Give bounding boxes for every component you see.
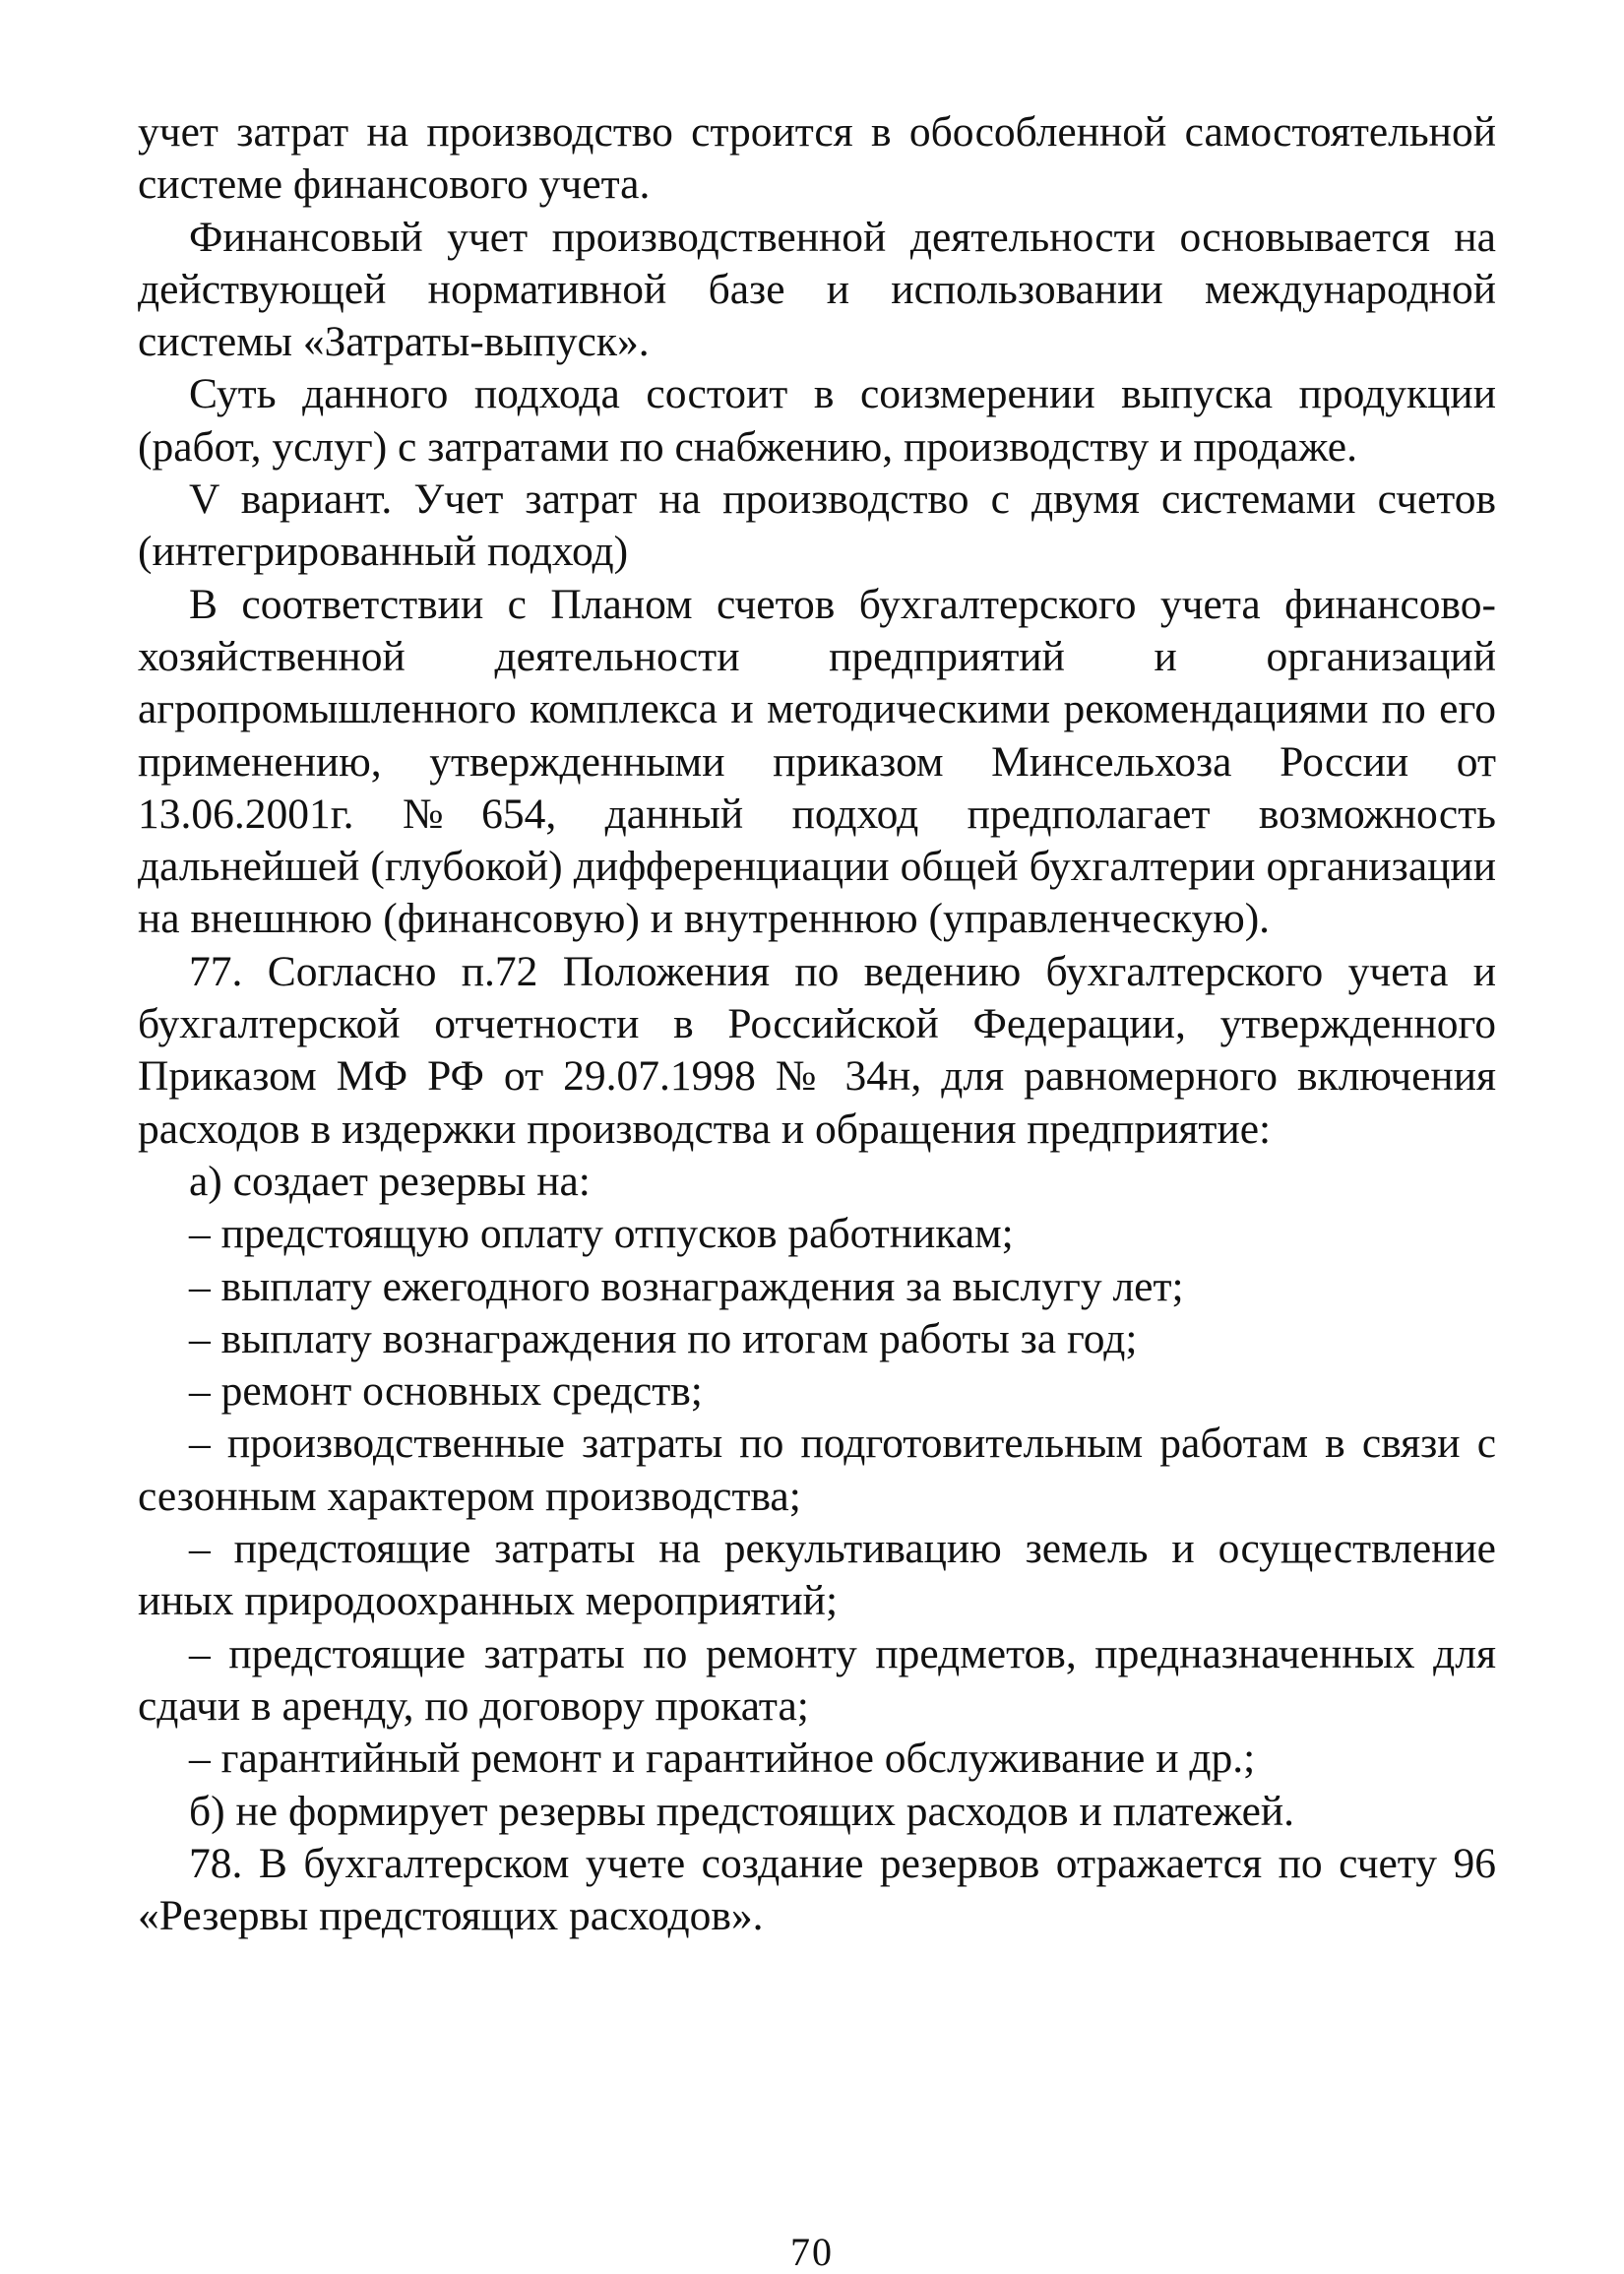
- list-item: – ремонт основных средств;: [189, 1367, 703, 1416]
- list-item: – предстоящую оплату отпусков работникам;: [189, 1210, 1014, 1258]
- list-item: – гарантийный ремонт и гарантийное обслуживание и др.;: [189, 1735, 1256, 1783]
- page-body: [138, 106, 1496, 1942]
- paragraph-financial-accounting: Финансовый учет производственной деятельности основывается на действующей нормативной базе и использовании международной системы «Затраты-выпуск».: [138, 213, 1496, 366]
- list-item: – предстоящие затраты на рекультивацию земель и осуществление иных природоохранных мероприятий;: [138, 1525, 1496, 1625]
- paragraph-item-a: а) создает резервы на:: [189, 1157, 591, 1205]
- paragraph-item-b: б) не формирует резервы предстоящих расходов и платежей.: [189, 1787, 1295, 1835]
- paragraph-chart-of-accounts: В соответствии с Планом счетов бухгалтерского учета финансово-хозяйственной деятельности предприятий и организаций агропромышленного комплекса и методическими рекомендациями по его применению, утвержденными приказом Минсельхоза России от 13.06.2001г. №654, данный подход предполагает возможность дальнейшей (глубокой) дифференциации общей бухгалтерии организации на внешнюю (финансовую) и внутреннюю (управленческую).: [138, 580, 1496, 943]
- paragraph-continuation: учет затрат на производство строится в обособленной самостоятельной системе финансового учета.: [138, 108, 1496, 209]
- list-item: – выплату вознаграждения по итогам работы за год;: [189, 1314, 1138, 1362]
- paragraph-item-77: 77. Согласно п.72 Положения по ведению бухгалтерского учета и бухгалтерской отчетности в Российской Федерации, утвержденного Приказом МФ РФ от 29.07.1998 № 34н, для равномерного включения расходов в издержки производства и обращения предприятие:: [138, 947, 1496, 1153]
- list-item: – выплату ежегодного вознаграждения за выслугу лет;: [189, 1262, 1184, 1310]
- paragraph-approach-essence: Суть данного подхода состоит в соизмерении выпуска продукции (работ, услуг) с затратами по снабжению, производству и продаже.: [138, 370, 1496, 471]
- list-item: – производственные затраты по подготовительным работам в связи с сезонным характером производства;: [138, 1420, 1496, 1520]
- paragraph-variant-heading: V вариант. Учет затрат на производство с двумя системами счетов (интегрированный подход): [138, 475, 1496, 576]
- list-item: – предстоящие затраты по ремонту предметов, предназначенных для сдачи в аренду, по договору проката;: [138, 1629, 1496, 1730]
- paragraph-item-78: 78. В бухгалтерском учете создание резервов отражается по счету 96 «Резервы предстоящих расходов».: [138, 1839, 1496, 1940]
- page-number: 70: [790, 2230, 834, 2274]
